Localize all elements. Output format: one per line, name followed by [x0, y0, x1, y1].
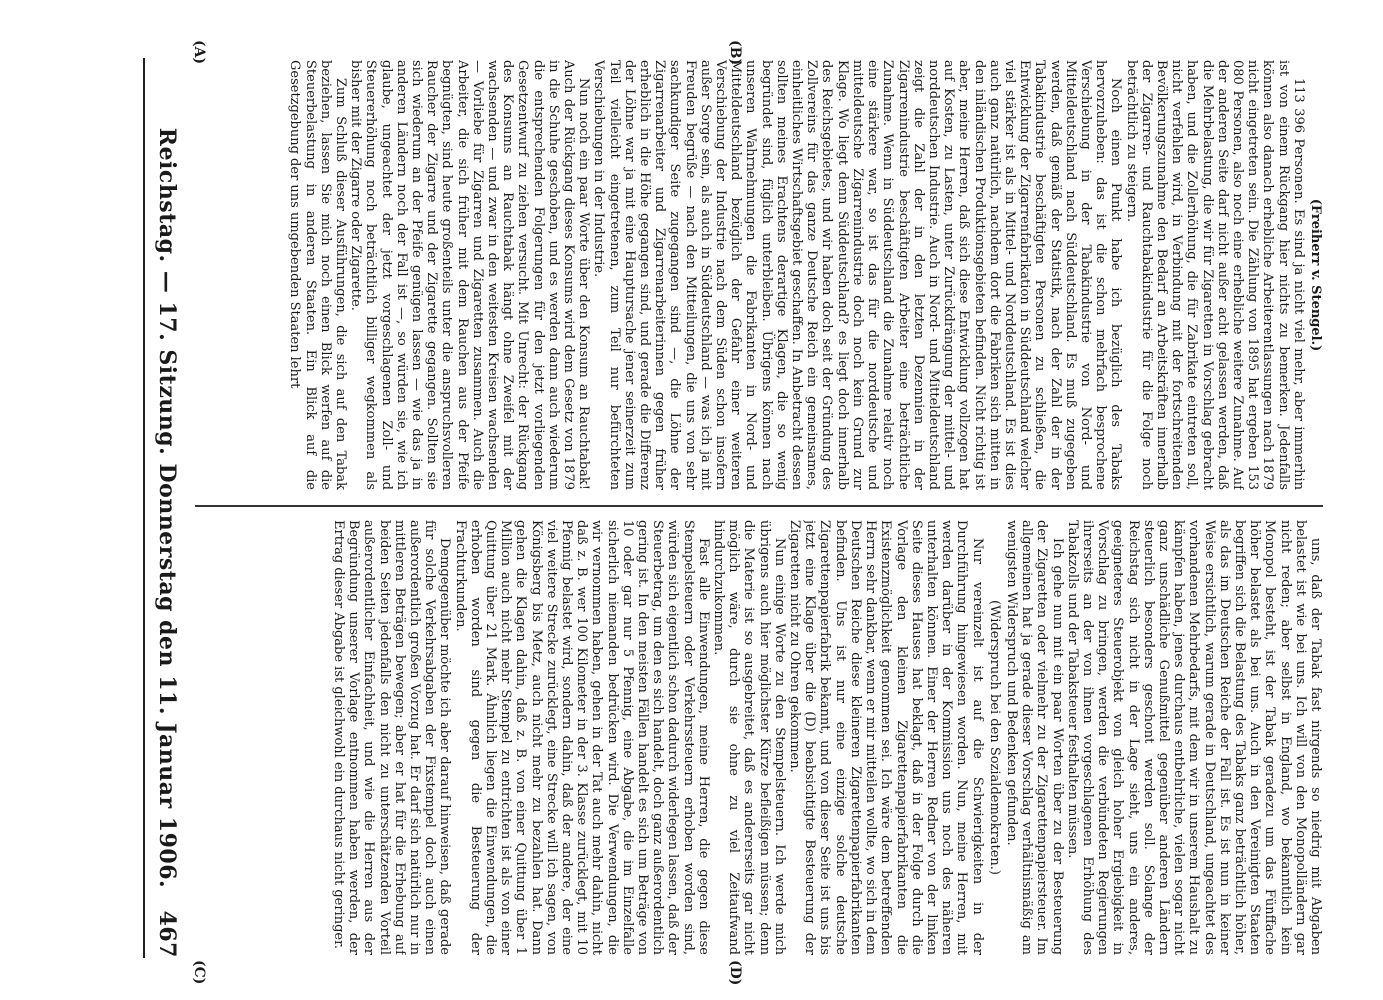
paragraph: uns, daß der Tabak fast nirgends so niedrig mit Abgaben belastet ist wie bei uns. Ich will von den Monopolländern gar nicht reden; aber selbst in England, wo bekanntlich kein Monopol besteht, ist der Tabak geradezu um das Fünffache höher belastet als bei uns. Auch in den Vereinigten Staaten begriffen sich die Belastung des Tabaks ganz beträchtlich höher, als das im Deutschen Reiche der Fall ist. Es ist nun in keiner Weise ersichtlich, warum gerade in Deutschland, ungeachtet des vorhandenen Mehrbedarfs, mit dem wir in unserem Haushalt zu kämpfen haben, jenes durchaus entbehrliche, vielen sogar nicht ganz unschädliche Genußmittel gegenüber anderen Ländern steuerlich besonders geschont werden soll. Solange der Reichstag sich nicht in der Lage sieht, uns ein anderes, geeigneteres Steuerobjekt von gleich hoher Ergiebigkeit in Vorschlag zu bringen, werden die verbündeten Regierungen ihrerseits an der von ihnen vorgeschlagenen Erhöhung des Tabakzolls und der Tabaksteuer festhalten müssen.: [1064, 520, 1323, 955]
paragraph: Noch einen Punkt habe ich bezüglich des Tabaks hervorzuheben: das ist die schon mehrfach besprochene Verschiebung in der Tabakindustrie von Nord- und Mitteldeutschland nach Süddeutschland. Es muß zugegeben werden, daß gemäß der Statistik, nach der Zahl der in der Tabakindustrie beschäftigten Personen zu schließen, die Entwicklung der Zigarrenfabrikation in Süddeutschland welcher viel stärker ist als in Mittel- und Norddeutschland. Es ist dies auch ganz natürlich, nachdem dort die Fabriken sich mitten in den inländischen Produktionsgebieten befinden. Nicht richtig ist aber, meine Herren, daß sich diese Entwicklung vollzogen hat auf Kosten, zu Lasten, unter Zurückdrängung der mittel- und norddeutschen Industrie. Auch in Nord- und Mitteldeutschland zeigt die Zahl der in den letzten Dezennien in der Zigarrenindustrie beschäftigten Arbeiter eine beträchtliche Zunahme. Wenn in Süddeutschland die Zunahme relativ noch eine stärkere war, so ist das für die norddeutsche und mitteldeutsche Zigarrenindustrie doch noch kein Grund zur Klage. Wo liegt denn Süddeutschland? es liegt doch innerhalb des Reichsgebietes, und wir haben doch seit der Gründung des Zollvereins für das ganze Deutsche Reich ein gemeinsames, einheitliches Wirtschaftsgebiet geschaffen. In Anbetracht dessen sollten meines Erachtens derartige Klagen, die so wenig begründet sind, füglich unterbleiben. Übrigens können nach unseren Wahrnehmungen die Fabrikanten in Nord- und Mitteldeutschland bezüglich der Gefahr einer weiteren Verschiebung der Industrie nach dem Süden schon insofern außer Sorge sein, als auch in Süddeutschland — was ich ja mit Freuden begrüße — nach den Mitteilungen, die uns von sehr sachkundiger Seite zugegangen sind —, die Löhne der Zigarrenarbeiter und Zigarrenarbeiterinnen gegen früher erheblich in die Höhe gegangen sind, und gerade die Differenz der Löhne war ja mit eine Hauptursache jener seinerzeit zum Teil vielleicht eingetretenen, zum Teil nur befürchteten Verschiebungen in der Industrie.: [591, 60, 1124, 490]
interjection: (Widerspruch bei den Sozialdemokraten.): [986, 600, 1002, 875]
page-header: [147, 58, 187, 958]
page-number: 467: [154, 910, 180, 958]
paragraph: Ich gehe nun mit ein paar Worten über zu der Besteuerung der Zigaretten oder vielmehr zu der Zigarettenpapiersteuer. Im allgemeinen hat ja gerade dieser Vorschlag verhältnismäßig am wenigsten Widerspruch und Bedenken gefunden.: [1003, 520, 1065, 955]
paragraph: 113 396 Personen. Es sind ja nicht viel mehr, aber immerhin ist von einem Rückgang hier nichts zu bemerken. Jedenfalls können also danach erhebliche Arbeiterentlassungen nach 1879 nicht eingetreten sein. Die Zählung von 1895 hat ergeben 153 080 Personen, also noch eine erhebliche weitere Zunahme. Auf der anderen Seite darf nicht außer acht gelassen werden, daß die Mehrbelastung, die wir für Zigaretten in Vorschlag gebracht haben, und die Zollerhöhung, die für Zabrikate eintreten soll, nicht verfehlen wird, in Verbindung mit der fortschreitenden Bevölkerungszunahme den Bedarf an Arbeitskräften innerhalb der Zigarren- und Rauchtabakindustrie für die Folge noch beträchtlich zu steigern.: [1123, 60, 1306, 490]
left-column: [195, 60, 1323, 490]
paragraph: Fast alle Einwendungen, meine Herren, die gegen diese Stempelsteuern oder Verkehrssteuern erhoben worden sind, würden sich eigentlich schon dadurch widerlegen lassen, daß der Steuerbetrag, um den es sich handelt, doch ganz außerordentlich gering ist. In den meisten Fällen handelt es sich um Beträge von 10 oder gar nur 5 Pfennig, eine Abgabe, die im Einzelfalle sicherlich niemanden bedrücken wird. Die Verwendungen, die wir vernommen haben, gehen in der Tat auch mehr dahin, nicht daß z. B. wer 100 Kilometer in der 3. Klasse zurücklegt, mit 10 Pfennig belastet wird, sondern dahin, daß der andere, der eine viel weitere Strecke zurücklegt, eine Strecke will ich sagen, von Königsberg bis Metz, auch nicht mehr zu bezahlen hat. Dann gehen die Klagen dahin, daß z. B. von einer Quittung über 1 Million auch nicht mehr Stempel zu entrichten ist als von einer Quittung über 21 Mark. Ähnlich liegen die Einwendungen, die erhoben worden sind gegen die Besteuerung der Frachturkunden.: [452, 520, 711, 955]
right-column: [195, 520, 1323, 955]
speaker-name: (Freiherr v. Stengel.): [1308, 198, 1323, 352]
paragraph: Nun einige Worte zu den Stempelsteuern. Ich werde mich übrigens auch hier möglichster Kürze befleißigen müssen; denn die Materie ist so ausgebreitet, daß es andererseits gar nicht möglich wäre, durch sie ohne zu viel Zeitaufwand hindurchzukommen.: [711, 520, 787, 955]
margin-mark-a: (A): [191, 40, 207, 65]
margin-mark-c: (C): [191, 960, 207, 985]
margin-mark-b: (B): [727, 40, 743, 66]
margin-mark-d: (D): [727, 960, 743, 986]
paragraph: Nun noch ein paar Worte über den Konsum an Rauchtabak! Auch der Rückgang dieses Konsums wird dem Gesetz von 1879 in die Schuhe geschoben, und es werden dann auch wiederum die entsprechenden Folgerungen für den jetzt vorliegenden Gesetzentwurf zu ziehen versucht. Mit Unrecht: der Rückgang des Konsums an Rauchtabak hängt ohne Zweifel mit der wachsenden — und zwar in den weitesten Kreisen wachsenden — Vorliebe für Zigarren und Zigaretten zusammen. Auch die Arbeiter, die sich früher mit dem Rauchen aus der Pfeife begnügten, sind heute großenteils unter die anspruchsvolleren Raucher der Zigarre und der Zigarette gegangen. Sollten sie sich wiederum an der Pfeife genügen lassen — wie das ja in anderen Ländern noch der Fall ist —, so würden sie, wie ich glaube, ungeachtet der jetzt vorgeschlagenen Zoll- und Steuererhöhung noch beträchtlich billiger wegkommen als bisher mit der Zigarre oder Zigarette.: [348, 60, 592, 490]
paragraph: Zum Schluß dieser Ausführungen, die sich auf den Tabak beziehen, lassen Sie mich noch einen Blick werfen auf die Steuerbelastung in anderen Staaten. Ein Blick auf die Gesetzgebung der uns umgebenden Staaten lehrt: [287, 60, 348, 490]
column-divider: [195, 505, 1323, 507]
paragraph: Nur vereinzelt ist auf die Schwierigkeiten in der Durchführung hingewiesen worden. Nun, meine Herren, mit werden darüber in der Kommission uns noch des näheren unterhalten können. Einer der Herren Redner von der linken Seite dieses Hauses hat beklagt, daß in der Folge durch die Vorlage den kleinen Zigarettenpapierfabrikanten die Existenzmöglichkeit genommen sei. Ich wäre dem betreffenden Herrn sehr dankbar, wenn er mir mitteilen wollte, wo sich in dem Deutschen Reiche diese kleineren Zigarettenpapierfabrikanten befinden. Uns ist nur eine einzige solche deutsche Zigarettenpapierfabrik bekannt, und von dieser Seite ist uns bis jetzt eine Klage über die (D) beabsichtigte Besteuerung der Zigaretten nicht zu Ohren gekommen.: [787, 520, 985, 955]
paragraph: Demgegenüber möchte ich aber darauf hinweisen, daß gerade für solche Verkehrsabgaben der Fixstempel doch auch einen außerordentlich großen Vorzug hat. Er darf sich natürlich nur in mittleren Beträgen bewegen; aber er hat für die Erhebung auf beiden Seiten jedenfalls den nicht zu unterschätzenden Vorteil außerordentlicher Einfachheit, und wie die Herren aus der Begründung unserer Vorlage entnommen haben werden, der Ertrag dieser Abgabe ist gleichwohl ein durchaus nicht geringer.: [331, 520, 453, 955]
header-rule: [143, 58, 145, 958]
page-title: Reichstag. — 17. Sitzung. Donnerstag den 11. Januar 1906.: [154, 127, 180, 889]
